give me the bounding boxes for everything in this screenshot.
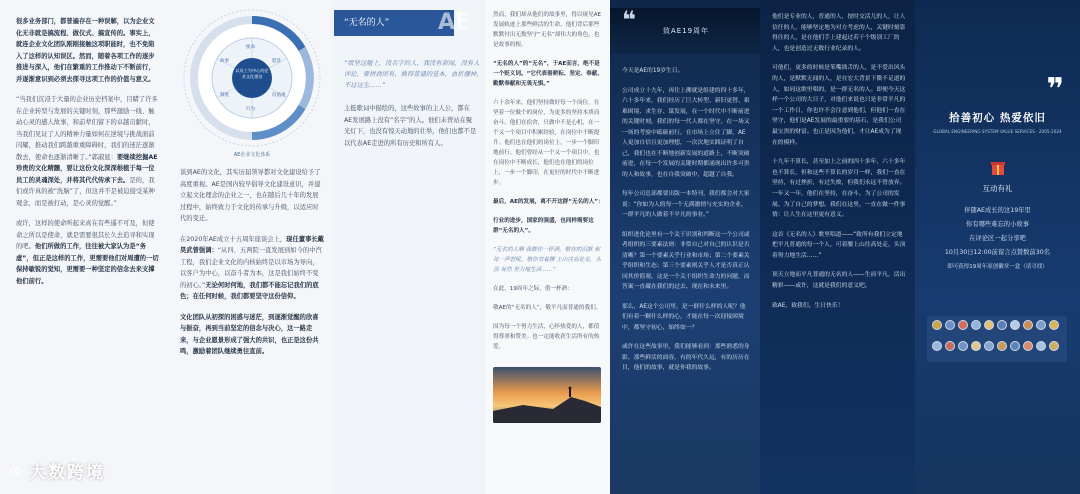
diagram-label: 价值观 [272,93,286,98]
badge-icon [997,320,1007,330]
badge-icon [945,320,955,330]
paragraph: 或许，这样的使命听起来真在有些遥不可及，但使命之所以是使命，就是需要很其长久去追寻和实现的吧。他们所做的工作，往往被大家认为是“务虚”，但正是这样的工作，更需要他们对周遭的一切保持敏锐的觉知，更需要一种坚定的信念去来支撑他们前行。 [16,220,159,285]
paragraph: 致AE，致我们，生日快乐！ [772,302,844,309]
paragraph: “无名的人”的“无名”，于AE而言，绝不是一个贬义词。“它代表着耕耘、坚定、奉献、勤默奉献和无畏无惧。” [493,61,603,87]
sunset-summit-image [493,367,601,423]
paragraph: “当我们沉浸于大量的企业历史档案中，目睹了许多在企业转型与发展的关键时刻，那些激励一线、触动心灵的感人故事，和前辈们留下的卓越贡献时，当我们见证了人的精神力量如何在逆境与挑战面前闪耀，推动我们跨越重重障碍时，我们的迷茫逐渐散去，使命也逐渐清晰了。”郭淑显：要继续挖掘AE珍贵的文化精髓，要让这份文化深深根植于每一位员工的灵魂深处，并将其代代传承下去。是的，我们或许真的被“洗脑”了，但这并不是被迫接受某种观念，而是被打动，是心灵的觉醒。” [16,96,158,207]
interaction-line: 你有哪些难忘的小故事 [966,221,1029,228]
paragraph: 最后，AE的发展，离不开这群“无名的人”： [493,199,604,205]
paragraph: 因为每一个努力生活，心怀热爱的人，都值得尊重和赞美。也一定能收获生活所有的热爱。 [493,324,600,350]
badge-icon [958,320,968,330]
text-column-3 [330,0,485,494]
quote-open-icon: ❝ [622,6,637,34]
diagram-label: 使命 [246,45,255,50]
culture-system-diagram [180,6,324,150]
interaction-lines [915,204,1080,274]
diagram-label: 制度 [220,93,229,98]
diagram-caption: AE企业文化体系 [233,152,271,158]
paragraph: 或许在这些故事里，我们能够看到：那些熟悉的身影、那些鲜活的面容，有的年代久远，有的历历在目，他们的故事，就是你我的故事。 [622,344,750,371]
logo-name: 大数跨境 [29,463,105,483]
paragraph: 十九年不算长，甚至加上之前的四十多年、六十多年也不算长，但和这些不算长的岁月一样，我们一直在坚持，有过挫折，有过失败，但我们永远不曾放弃。一年又一年，他们在坚持，在奋斗，为了公司的发展、为了自己的梦想。我们在这里，一直在做一件事情：让人生在这里更有意义。 [772,159,906,219]
paragraph: 主挺歌词中描绘的，这些故事的主人公，都在AE发展路上没有“名字”的人。他们未曾站在聚光灯下，也没有惊天动地的壮举，他们也都不是以代表AE走进的所有历史和所有人。 [344,105,477,147]
greeting: 今天是AE的19岁生日。 [622,68,684,74]
badge-icon [945,341,955,351]
paragraph: 可他们，更多的时候是笨嘴拙舌的人，是不爱出风头的人，是默默无闻的人，是在宏大背景下微不足道的人，如同这歌里唱的，是一群无名的人。即便今天这样一个公司的大日子，对他们来说也只是非常平凡的一个工作日，你也许不会注意到他们，但他们一直在坚守，他们是AE发展的最重要的基石，是我们公司最宝贵的财富。也正是因为他们，才让AE成为了现在的模样。 [772,65,906,146]
section-banner [334,10,471,36]
anniversary-header [610,8,760,54]
paragraph: 敬AE的“无名的人”，敬平凡而普通的我们。 [493,305,602,311]
quote-close-icon: ❞ [1046,72,1064,107]
paragraph: 他们是专业的人，普通的人，按时交活儿的人，让人信任的人，能够坚定地为对方考虑的人，关键时刻靠得住的人，是在他们手上建起过若干个级别工厂的人，也是创造过无数行业纪录的人。 [772,14,906,52]
watermark-logo [8,458,105,483]
paragraph: 公司成立十九年，再往上溯就是组建的四十多年，六十多年来，我们经历了巨大转型、新旧更替、艰难困境、求生存、谋发展，在一个时代中不断前进的关键时刻，我们的每一代人都在坚守，在一场又一场的考验中砥砺前行，在市场上立住了脚，AE人更加自信且更加理想，一次次地实践证明了自己，我们也在不断地创新发展的道路上，不断突破前进，在每一个发展的关键时期都涌现出许多可贵的人和故事，也在自我突破中，超越了自我。 [622,87,750,178]
paragraph: 六十余年来，他们坚持做好每一个岗位，在坚着一位做个的岗位，为更多的坚持本质而奋斗。他们在宿舍，只做中不是心机，在一个又一个项目中积累经验，在岗位中不断提升。他们也在他们的岗位上，一步一个脚印地前行。他们曾经从一个又一个项目中，也在岗位中不断成长，他们也在他们的岗位上，一步一个脚印，在更好的时代中不断进步。 [493,100,600,186]
paragraph: 然而，我们却从他们的故事里，得以窥见AE发展轨迹上那些鲜活的生命，他们背后那些默默付出无数坚守“无名”却伟大的角色，也是故事的根。 [493,12,602,48]
badge-icon [1023,341,1033,351]
anniversary-title: 致AE19周年 [662,27,710,35]
badge-icon [1036,320,1046,330]
interaction-line: 10月30日12:00前留言点赞数前30名 [944,249,1051,256]
paragraph: 这首《无名的人》歌里唱道——“致所有我们立定地把平凡普通的每一个人，可着腰上山往高处走，头顶着努力地生活……” [772,231,906,259]
interaction-line: 即可获得19周年原创徽章一盒（请寻找） [947,264,1048,270]
text-column-6 [760,0,915,494]
badge-icon [1010,320,1020,330]
badge-icon [932,320,942,330]
badge-icon [971,320,981,330]
badge-icon [1010,341,1020,351]
paragraph: 顶天立地而平凡普通的无名的人——生而平凡，活出精彩——或许，这就是我们的意义吧。 [772,272,906,290]
text-column-1 [0,0,170,494]
badge-icon [971,341,981,351]
badge-icon [984,341,994,351]
diagram-center-label: 以员工为中心的企业文化建设 [235,68,269,79]
diagram-label: 故事 [220,59,229,64]
interaction-line: 在评论区一起分享吧 [969,235,1026,242]
interaction-title: 互动有礼 [982,184,1013,193]
badge-icon [1023,320,1033,330]
logo-icon: ∞ [8,460,23,481]
gift-icon [992,165,1004,175]
text-column-5 [610,0,760,494]
badge-icon [932,341,942,351]
diagram-label: 愿景 [272,59,281,64]
slogan-subtitle: GLOBAL ENGINEERING SYSTEM VALUE SERVICES · 2005-2024 [933,129,1062,134]
paragraph: 在此，19周年之际，借一杯酒： [493,286,573,292]
paragraph: 行业的进步，国家的强盛，也同样需要这群“无名的人”。 [493,218,594,234]
banner-title: “无名的人” [344,18,390,28]
diagram-label: 行为 [246,107,255,112]
badge-icon [997,341,1007,351]
paragraph: 谈到AE的文化，其实历届领导都对文化建设给予了高度重视。AE是国内较早倡导文化建设意识，并建立起文化理念的企业之一，也在随后几十年的发展过程中，始终致力于文化的传承与升级，以适应时代的变迁。 [180,169,321,222]
paragraph: 组织进化论里有一个关于识别和判断这一个公司或者组织的三要素法则：非常自己对自己的认识是否清晰？第一个要素关乎行业和市场；第二个要素关乎组织和生态；第三个要素则关乎人才是否真正认同其价值观。这是一个关于组织生命力的问题，而答案一直藏在我们的过去、现在和未来里。 [622,231,750,290]
badge-icon [984,320,994,330]
poem: “无名的人啊 我敬你一杯酒，敬你的沉默 和每一声怒吼，敬你弯着腰 上山往高处走，头顶 有烈 努力地生活……” [493,247,602,273]
badge-collection-image [927,316,1067,362]
text-column-4 [485,0,610,494]
lyric-quote: “我坚这题上，没名字的人，我没有新闻，没有人评论，要拼劲所有，换得普通的基本，血折骤神，不过这生……” [344,60,483,89]
badge-icon [1036,341,1046,351]
paragraph: 那么，AE这个公司里，是一群什么样的人呢？他们有着一颗什么样的心，才能在每一次迎接困境中，都坚守初心，始终如一？ [622,303,746,331]
slogan-title: 拾善初心 热爱依旧 [949,112,1046,124]
paragraph: 很多业务部门，都普遍存在一种误解，以为企业文化无非就是搞流程、做仪式、搞宣传的。事实上，就连企业文化团队刚刚接触这项职能时，也不免陷入了这样的认知误区。然而，随着各项工作的逐步推进与深入，他们在繁重的工作推动下不断前行，并逐渐意识到必须去探寻这项工作的价值与意义。 [16,18,155,83]
badge-icon [1049,341,1059,351]
interaction-line: 伴随AE成长的这19年里 [964,207,1031,214]
paragraph: 文化团队从初探的困惑与迷茫，到逐渐觉醒的欣喜与振奋，再到当前坚定的信念与决心，这一路走来，与企业愿景形成了强大的共识，也正是这份共鸣，激励着团队继续勇往直前。 [180,313,319,355]
badge-icon [958,341,968,351]
badge-icon [1049,320,1059,330]
interaction-panel [915,0,1080,494]
paragraph: 每年公司总部都要出版一本特刊，我们都会对大家说：“你如为人的每一个无满激情与充实的企业，一群平凡的人做着不平凡的事业。” [622,191,750,218]
banner-ghost-letters: AE [438,10,471,35]
paragraph: 在2020年AE成立十五周年座谈会上，现任董事长戴昊武曾强调：“从四、五两院一直发展到如今的中汽工程，我们企业文化的内核始终是以市场为导向，以客户为中心，以奋斗者为本，这是我们始终不变的初心。”无论何时何地，我们都不能忘记我们的底色；在任何时候，我们都要坚守这份信仰。 [180,235,324,300]
text-column-2 [170,0,330,494]
